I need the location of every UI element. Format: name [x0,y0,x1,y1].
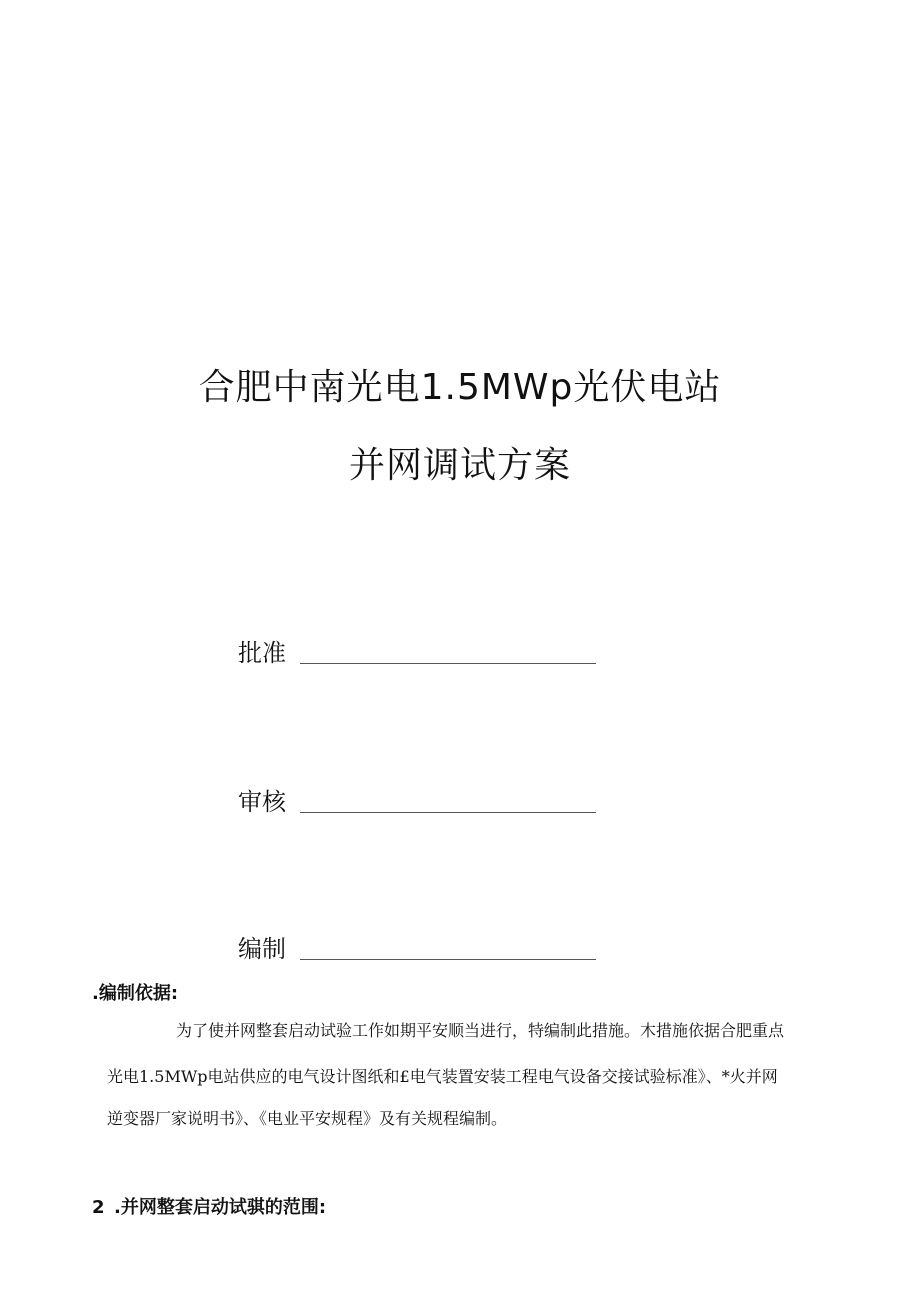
section-1-heading: .编制依据: [92,983,179,1004]
section-2-number: 2 [92,1197,105,1218]
compile-label: 编制 [238,935,286,963]
approve-signature-row [238,634,596,668]
review-signature-row [238,783,596,817]
section-2-heading-row [92,1196,326,1220]
compile-signature-row [238,930,596,964]
section-1-paragraph-line-1: 为了使并网整套启动试验工作如期平安顺当进行，特编制此措施。木措施依据合肥重点 [176,1021,785,1040]
section-2-heading: .并网整套启动试骐的范围: [114,1197,327,1218]
document-subtitle: 并网调试方案 [348,445,571,486]
section-1-paragraph-line-2: 光电1.5MWp电站供应的电气设计图纸和£电气装置安装工程电气设备交接试验标准》、*火并网 [107,1067,778,1086]
compile-signature-line [300,935,596,960]
approve-label: 批准 [238,639,286,667]
section-1-paragraph-line-3: 逆变器厂家说明书》、《电业平安规程》及有关规程编制。 [107,1109,508,1128]
approve-signature-line [300,639,596,664]
review-signature-line [300,788,596,813]
review-label: 审核 [238,788,286,816]
document-title: 合肥中南光电1.5MWp光伏电站 [198,367,722,408]
